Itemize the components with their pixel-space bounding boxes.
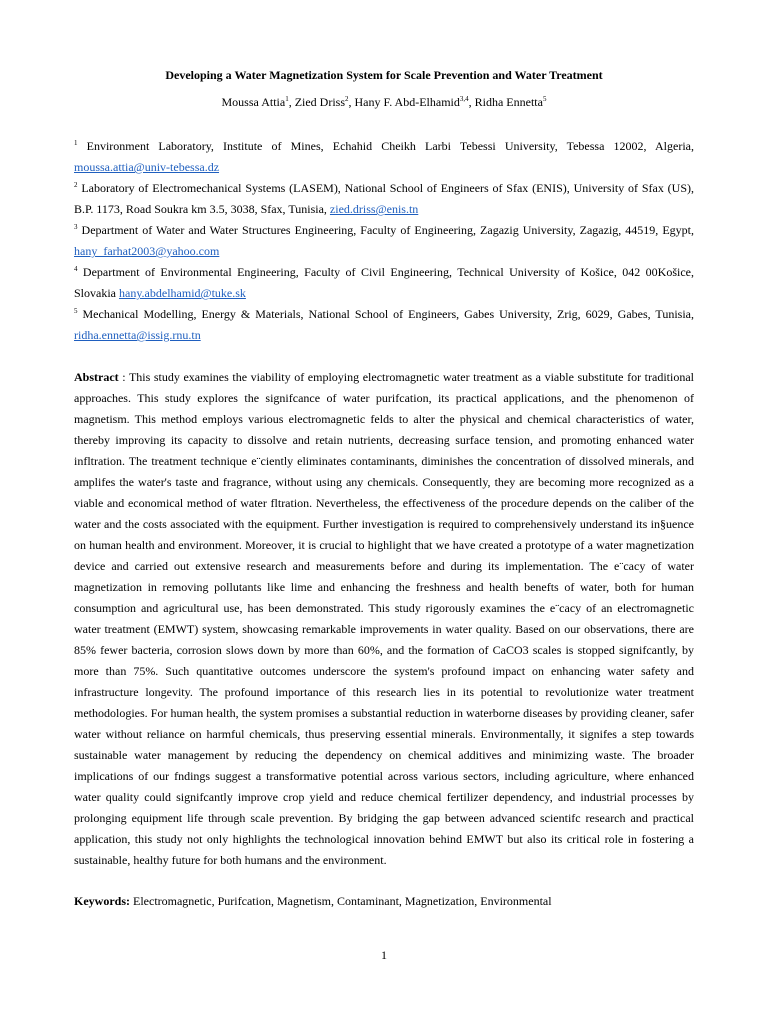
affiliation-number: 2 bbox=[74, 181, 78, 189]
author-name: Ridha Ennetta bbox=[474, 95, 543, 109]
author-affiliation-mark: 3,4 bbox=[459, 95, 469, 103]
affiliation-text: Department of Water and Water Structures Engineering, Faculty of Engineering, Zagazig University, Zagazig, 44519, Egypt, bbox=[81, 223, 695, 237]
page-number: 1 bbox=[381, 948, 387, 962]
affiliation-2 bbox=[74, 178, 694, 220]
author: Moussa Attia$^1$, bbox=[221, 95, 295, 109]
email-link[interactable]: hany_farhat2003@yahoo.com bbox=[74, 244, 220, 258]
author bbox=[475, 95, 547, 109]
affiliation-text: Department of Environmental Engineering, Faculty of Civil Engineering, Technical University of Košice, 042 00Košice, Slovakia bbox=[74, 265, 695, 300]
author-list bbox=[74, 94, 694, 111]
affiliation-number: 3 bbox=[74, 223, 78, 231]
affiliation-3 bbox=[74, 220, 694, 262]
keywords-text: Electromagnetic, Purifcation, Magnetism, Contaminant, Magnetization, Environmental bbox=[130, 894, 552, 908]
abstract-paragraph bbox=[74, 367, 694, 871]
abstract-text: : This study examines the viability of employing electromagnetic water treatment as a viable substitute for traditional approaches. This study explores the signifcance of water purifcation, its practical applications, and the phenomenon of magnetism. This method employs various electromagnetic felds to alter the physical and chemical characteristics of water, thereby improving its capacity to dissolve and retain nutrients, decreasing surface tension, and promoting enhanced water infltration. The treatment technique e¨ciently eliminates contaminants, diminishes the concentration of dissolved minerals, and amplifes the water's taste and fragrance, without using any chemicals. Consequently, they are becoming more recognized as a viable and economical method of water fltration. Nevertheless, the effectiveness of the procedure depends on the caliber of the water and the costs associated with the equipment. Further investigation is required to comprehensively understand its in§uence on human health and environment. Moreover, it is crucial to highlight that we have created a prototype of a water magnetization device and carried out extensive research and measurements before and during its implementation. The e¨cacy of water magnetization in removing pollutants like lime and enhancing the freshness and health benefts of water, both for human consumption and agricultural use, has been demonstrated. This study rigorously examines the e¨cacy of an electromagnetic water treatment (EMWT) system, showcasing remarkable improvements in water quality. Based on our observations, there are 85% fewer bacteria, corrosion slows down by more than 60%, and the formation of CaCO3 scales is stopped signifcantly, by more than 75%. Such quantitative outcomes underscore the system's profound impact on enhancing water safety and infrastructure longevity. The profound importance of this research lies in its potential to revolutionize water treatment methodologies. For human health, the system promises a substantial reduction in waterborne diseases by providing cleaner, safer water without reliance on harmful chemicals, thus preserving essential minerals. Environmentally, it signifes a step towards sustainable water management by reducing the dependency on chemical additives and minimizing waste. The broader implications of our fndings suggest a transformative potential across various sectors, including agriculture, where enhanced water quality could signifcantly improve crop yield and reduce chemical fertilizer dependency, and industrial processes by prolonging equipment life through scale prevention. By bridging the gap between advanced scientifc research and practical application, this study not only highlights the technological innovation behind EMWT but also its critical role in fostering a sustainable, healthy future for both humans and the environment. bbox=[74, 370, 694, 867]
affiliation-text: Mechanical Modelling, Energy & Materials, National School of Engineers, Gabes University, Zrig, 6029, Gabes, Tunisia, bbox=[82, 307, 695, 321]
affiliation-number: 5 bbox=[74, 307, 78, 315]
author-name: Moussa Attia bbox=[221, 95, 286, 109]
affiliation-5 bbox=[74, 304, 694, 346]
author-affiliation-mark: 1 bbox=[285, 95, 289, 103]
author: Zied Driss$^2$, bbox=[294, 95, 355, 109]
keywords-label: Keywords: bbox=[74, 894, 130, 908]
affiliation-list bbox=[74, 136, 694, 346]
author-affiliation-mark: 5 bbox=[542, 95, 547, 103]
keywords-line bbox=[74, 891, 694, 912]
affiliation-text: Environment Laboratory, Institute of Mines, Echahid Cheikh Larbi Tebessi University, Tebessa 12002, Algeria, bbox=[86, 139, 694, 153]
author-name: Zied Driss bbox=[294, 95, 346, 109]
abstract-label: Abstract bbox=[74, 370, 119, 384]
affiliation-1 bbox=[74, 136, 694, 178]
affiliation-number: 4 bbox=[74, 265, 78, 273]
affiliation-text: Laboratory of Electromechanical Systems (LASEM), National School of Engineers of Sfax (ENIS), University of Sfax (US), B.P. 1173, Road Soukra km 3.5, 3038, Sfax, Tunisia, bbox=[74, 181, 694, 216]
author: Hany F. Abd-Elhamid$^{3,4}$, bbox=[354, 95, 475, 109]
email-link[interactable]: moussa.attia@univ-tebessa.dz bbox=[74, 160, 220, 174]
paper-title: Developing a Water Magnetization System for Scale Prevention and Water Treatment bbox=[165, 68, 603, 82]
author-affiliation-mark: 2 bbox=[345, 95, 349, 103]
email-link[interactable]: ridha.ennetta@issig.rnu.tn bbox=[74, 328, 201, 342]
email-link[interactable]: zied.driss@enis.tn bbox=[329, 202, 419, 216]
email-link[interactable]: hany.abdelhamid@tuke.sk bbox=[119, 286, 246, 300]
affiliation-number: 1 bbox=[74, 139, 78, 147]
author-name: Hany F. Abd-Elhamid bbox=[354, 95, 460, 109]
affiliation-4 bbox=[74, 262, 694, 304]
